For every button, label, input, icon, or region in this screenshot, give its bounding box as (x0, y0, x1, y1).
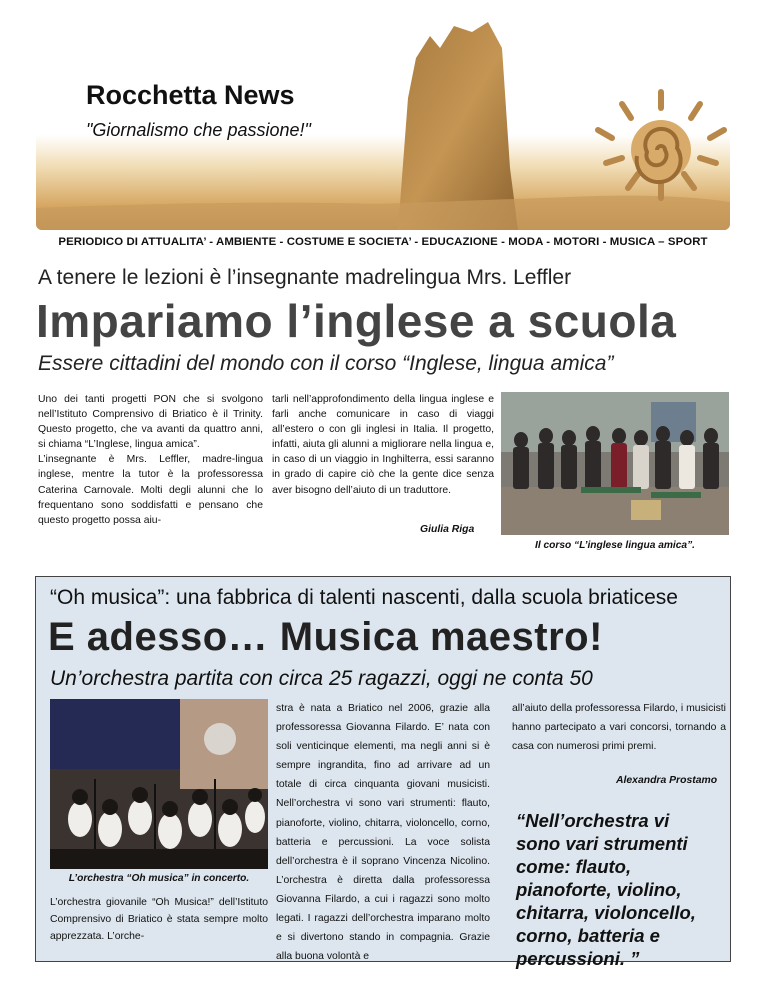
article1-column-2: tarli nell’approfondimento della lingua inglese e farli anche comunicare in caso di viaggi all’estero o con gli inglesi in Italia. Il progetto, infatti, aiuta gli alunni a migliorare nella lingua e, in caso di un viaggio in Inghilterra, essi saranno in grado di capire ciò che la gente dice senza aver bisogno dell’aiuto di un traduttore. (272, 394, 494, 496)
article2-headline: E adesso… Musica maestro! (48, 615, 603, 659)
newspaper-title: Rocchetta News (86, 80, 295, 110)
masthead-banner (36, 18, 730, 230)
sun-spiral-icon (576, 88, 730, 218)
article1-deck: Essere cittadini del mondo con il corso “Inglese, lingua amica” (38, 352, 614, 375)
topics-line: PERIODICO DI ATTUALITA’ - AMBIENTE - COSTUME E SOCIETA’ - EDUCAZIONE - MODA - MOTORI - MUSICA – SPORT (58, 236, 708, 248)
orchestra-photo (50, 699, 268, 869)
pull-quote: “Nell’orchestra vi sono vari strumenti come: flauto, pianoforte, violino, chitarra, violoncello, corno, batteria e percussioni. ” (516, 810, 696, 969)
article2-column-1: L’orchestra giovanile “Oh Musica!” dell’Istituto Comprensivo di Briatico è stata sempre molto apprezzata. L’orche- (50, 897, 268, 942)
music-article-box (35, 576, 731, 969)
article2-byline: Alexandra Prostamo (616, 775, 718, 786)
article1-photo-caption: Il corso “L’inglese lingua amica”. (534, 540, 696, 551)
article1-column-1: Uno dei tanti progetti PON che si svolgono nell’Istituto Comprensivo di Briatico è il Trinity. Questo progetto, che va avanti da quattro anni, si chiama “L’Inglese, lingua amica”. L’insegnante è Mrs. Leffler, madre-lingua inglese, mentre la tutor è la professoressa Caterina Carnovale. Molti degli alunni che lo frequentano sono soddisfatti e pensano che questo progetto possa aiu- (38, 394, 263, 526)
article1-headline: Impariamo l’inglese a scuola (36, 295, 677, 347)
article2-photo-caption: L’orchestra “Oh musica” in concerto. (68, 873, 250, 884)
newspaper-slogan: "Giornalismo che passione!" (86, 120, 311, 140)
article1-byline: Giulia Riga (420, 524, 475, 535)
article2-column-3: all’aiuto della professoressa Filardo, i musicisti hanno partecipato a vari concorsi, tornando a casa con numerosi primi premi. (512, 703, 726, 753)
article2-deck: Un’orchestra partita con circa 25 ragazzi, oggi ne conta 50 (50, 667, 593, 690)
article1-kicker: A tenere le lezioni è l’insegnante madrelingua Mrs. Leffler (38, 266, 572, 289)
class-group-photo (501, 392, 729, 535)
article2-kicker: “Oh musica”: una fabbrica di talenti nascenti, dalla scuola briaticese (50, 586, 678, 609)
article2-column-2: stra è nata a Briatico nel 2006, grazie alla professoressa Giovanna Filardo. E’ nata con soli venticinque elementi, ma negli anni si è sempre ingrandita, fino ad arrivare ad un totale di circa cinquanta giovani musicisti. Nell’orchestra vi sono vari strumenti: flauto, pianoforte, violino, chitarra, violoncello, corno, batteria e percussioni. La voce solista dell’orchestra è il soprano Vincenza Nicolino. L’orchestra è diretta dalla professoressa Giovanna Filardo, a cui i ragazzi sono molto legati. I ragazzi dell’orchestra imparano molto e si divertono stando in compagnia. Grazie alla buona volontà e (276, 703, 490, 963)
